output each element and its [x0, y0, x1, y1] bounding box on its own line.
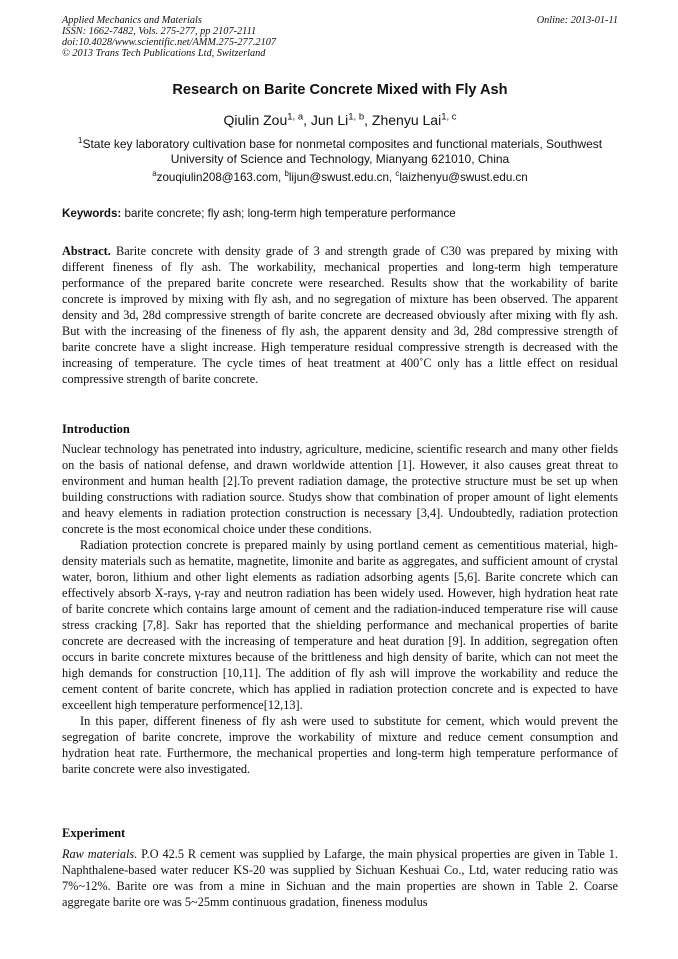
- abstract-text: Barite concrete with density grade of 3 and strength grade of C30 was prepared by mixing with different fineness of fly ash. The workability, mechanical properties and long-term high temperature performance of the prepared barite concrete were researched. Results show that the workability of barite concrete is improved by mixing with fly ash, and no segregation of mixture has been observed. The apparent density and 3d, 28d compressive strength of barite concrete are decreased obviously after mixing with fly ash. But with the increasing of the fineness of fly ash, the apparent density and 3d, 28d compressive strength of barite concrete have a slight increase. High temperature residual compressive strength is decreased with the increasing of temperature. The cycle times of heat treatment at 400˚C only has a little effect on residual compressive strength of barite concrete.: [62, 244, 618, 386]
- paragraph: Nuclear technology has penetrated into industry, agriculture, medicine, scientific research and many other fields on the basis of national defense, and drawn worldwide attention [1]. However, it also causes great threat to environment and human health [2].To prevent radiation damage, the protective structure must be set up when building constructions with radiation source. Studys show that combination of proper amount of light elements and heavy elements in radiation protection construction is necessary [3,4]. Undoubtedly, radiation protection concrete is the most economical choice under these conditions.: [62, 442, 618, 536]
- affiliation-text: State key laboratory cultivation base for nonmetal composites and functional materials, Southwest University of Science and Technology, Mianyang 621010, China: [82, 137, 603, 166]
- author-name: Qiulin Zou: [223, 112, 288, 128]
- journal-header: [62, 15, 618, 59]
- journal-name: Applied Mechanics and Materials: [62, 15, 202, 26]
- email-address[interactable]: laizhenyu@swust.edu.cn: [399, 171, 528, 184]
- abstract-label: Abstract.: [62, 244, 111, 258]
- paragraph: Radiation protection concrete is prepared mainly by using portland cement as cementitious material, high-density materials such as hematite, magnetite, limonite and barite as aggregates, and sufficient amount of crystal water, boron, lithium and other light elements as radiation adsorbing agents [5,6]. Barite concrete which can effectively absorb X-rays, γ-ray and neutron radiation has been widely used. However, high hydration heat rate of barite concrete which contains large amount of cement and the radiation-induced temperature rise will cause stress cracking [7,8]. Sakr has reported that the shielding performance and mechanical properties of barite concrete are decreased with the increasing of temperature and heat duration [9]. In addition, segregation often occurs in barite concrete mixtures because of the brittleness and high density of barite, which can not meet the high demands for construction [10,11]. The addition of fly ash will improve the workability and reduce the cement content of barite concrete, which has applied in radiation protection concrete and is expected to have exceellent high temperature performence[12,13].: [62, 538, 618, 712]
- author-sup: 1, c: [441, 111, 457, 123]
- email-address[interactable]: lijun@swust.edu.cn: [288, 171, 389, 184]
- author-name: Zhenyu Lai: [371, 112, 442, 128]
- introduction-body: [62, 441, 618, 777]
- journal-copyright: © 2013 Trans Tech Publications Ltd, Switzerland: [62, 48, 266, 59]
- abstract: [62, 243, 618, 387]
- paragraph: In this paper, different fineness of fly ash were used to substitute for cement, which would prevent the segregation of barite concrete, improve the workability of mixture and reduce cement consumption and hydration heat rate. Furthermore, the mechanical properties and long-term high temperature performance of barite concrete were also investigated.: [62, 714, 618, 776]
- email-sup: b: [284, 169, 289, 179]
- author-sup: 1, b: [348, 111, 365, 123]
- author-list: Qiulin Zou$^{1, a}$, Jun Li$^{1, b}$, Zhenyu Lai$^{1, c}$: [223, 111, 457, 128]
- journal-doi: doi:10.4028/www.scientific.net/AMM.275-277.2107: [62, 37, 277, 48]
- author-name: Jun Li: [310, 112, 349, 128]
- paper-title: Research on Barite Concrete Mixed with Fly Ash: [172, 82, 508, 98]
- email-list: $^a$zouqiulin208@163.com, $^b$lijun@swust.edu.cn, $^c$laizhenyu@swust.edu.cn: [152, 169, 528, 184]
- keywords-label: Keywords:: [62, 207, 122, 220]
- experiment-text: P.O 42.5 R cement was supplied by Lafarge, the main physical properties are given in Table 1. Naphthalene-based water reducer KS-20 was supplied by Sichuan Keshuai Co., Ltd, water reducing ratio was 7%~12%. Barite ore was from a mine in Sichuan and the main properties are shown in Table 2. Coarse aggregate barite ore was 5~25mm continuous gradation, fineness modulus: [62, 847, 618, 909]
- raw-materials-label: Raw materials.: [62, 847, 138, 861]
- journal-issn: ISSN: 1662-7482, Vols. 275-277, pp 2107-2111: [62, 26, 257, 37]
- email-sup: a: [152, 169, 157, 179]
- experiment-body: [62, 846, 618, 910]
- online-date: Online: 2013-01-11: [536, 15, 618, 26]
- affiliation: [62, 137, 618, 167]
- keywords: [62, 207, 618, 220]
- author-sup: 1, a: [287, 111, 304, 123]
- keywords-text: barite concrete; fly ash; long-term high temperature performance: [124, 207, 456, 220]
- affiliation-sup: 1: [77, 136, 83, 145]
- introduction-heading: Introduction: [62, 422, 130, 436]
- experiment-heading: Experiment: [62, 826, 126, 840]
- email-address[interactable]: zouqiulin208@163.com: [156, 171, 279, 184]
- email-sup: c: [395, 169, 400, 179]
